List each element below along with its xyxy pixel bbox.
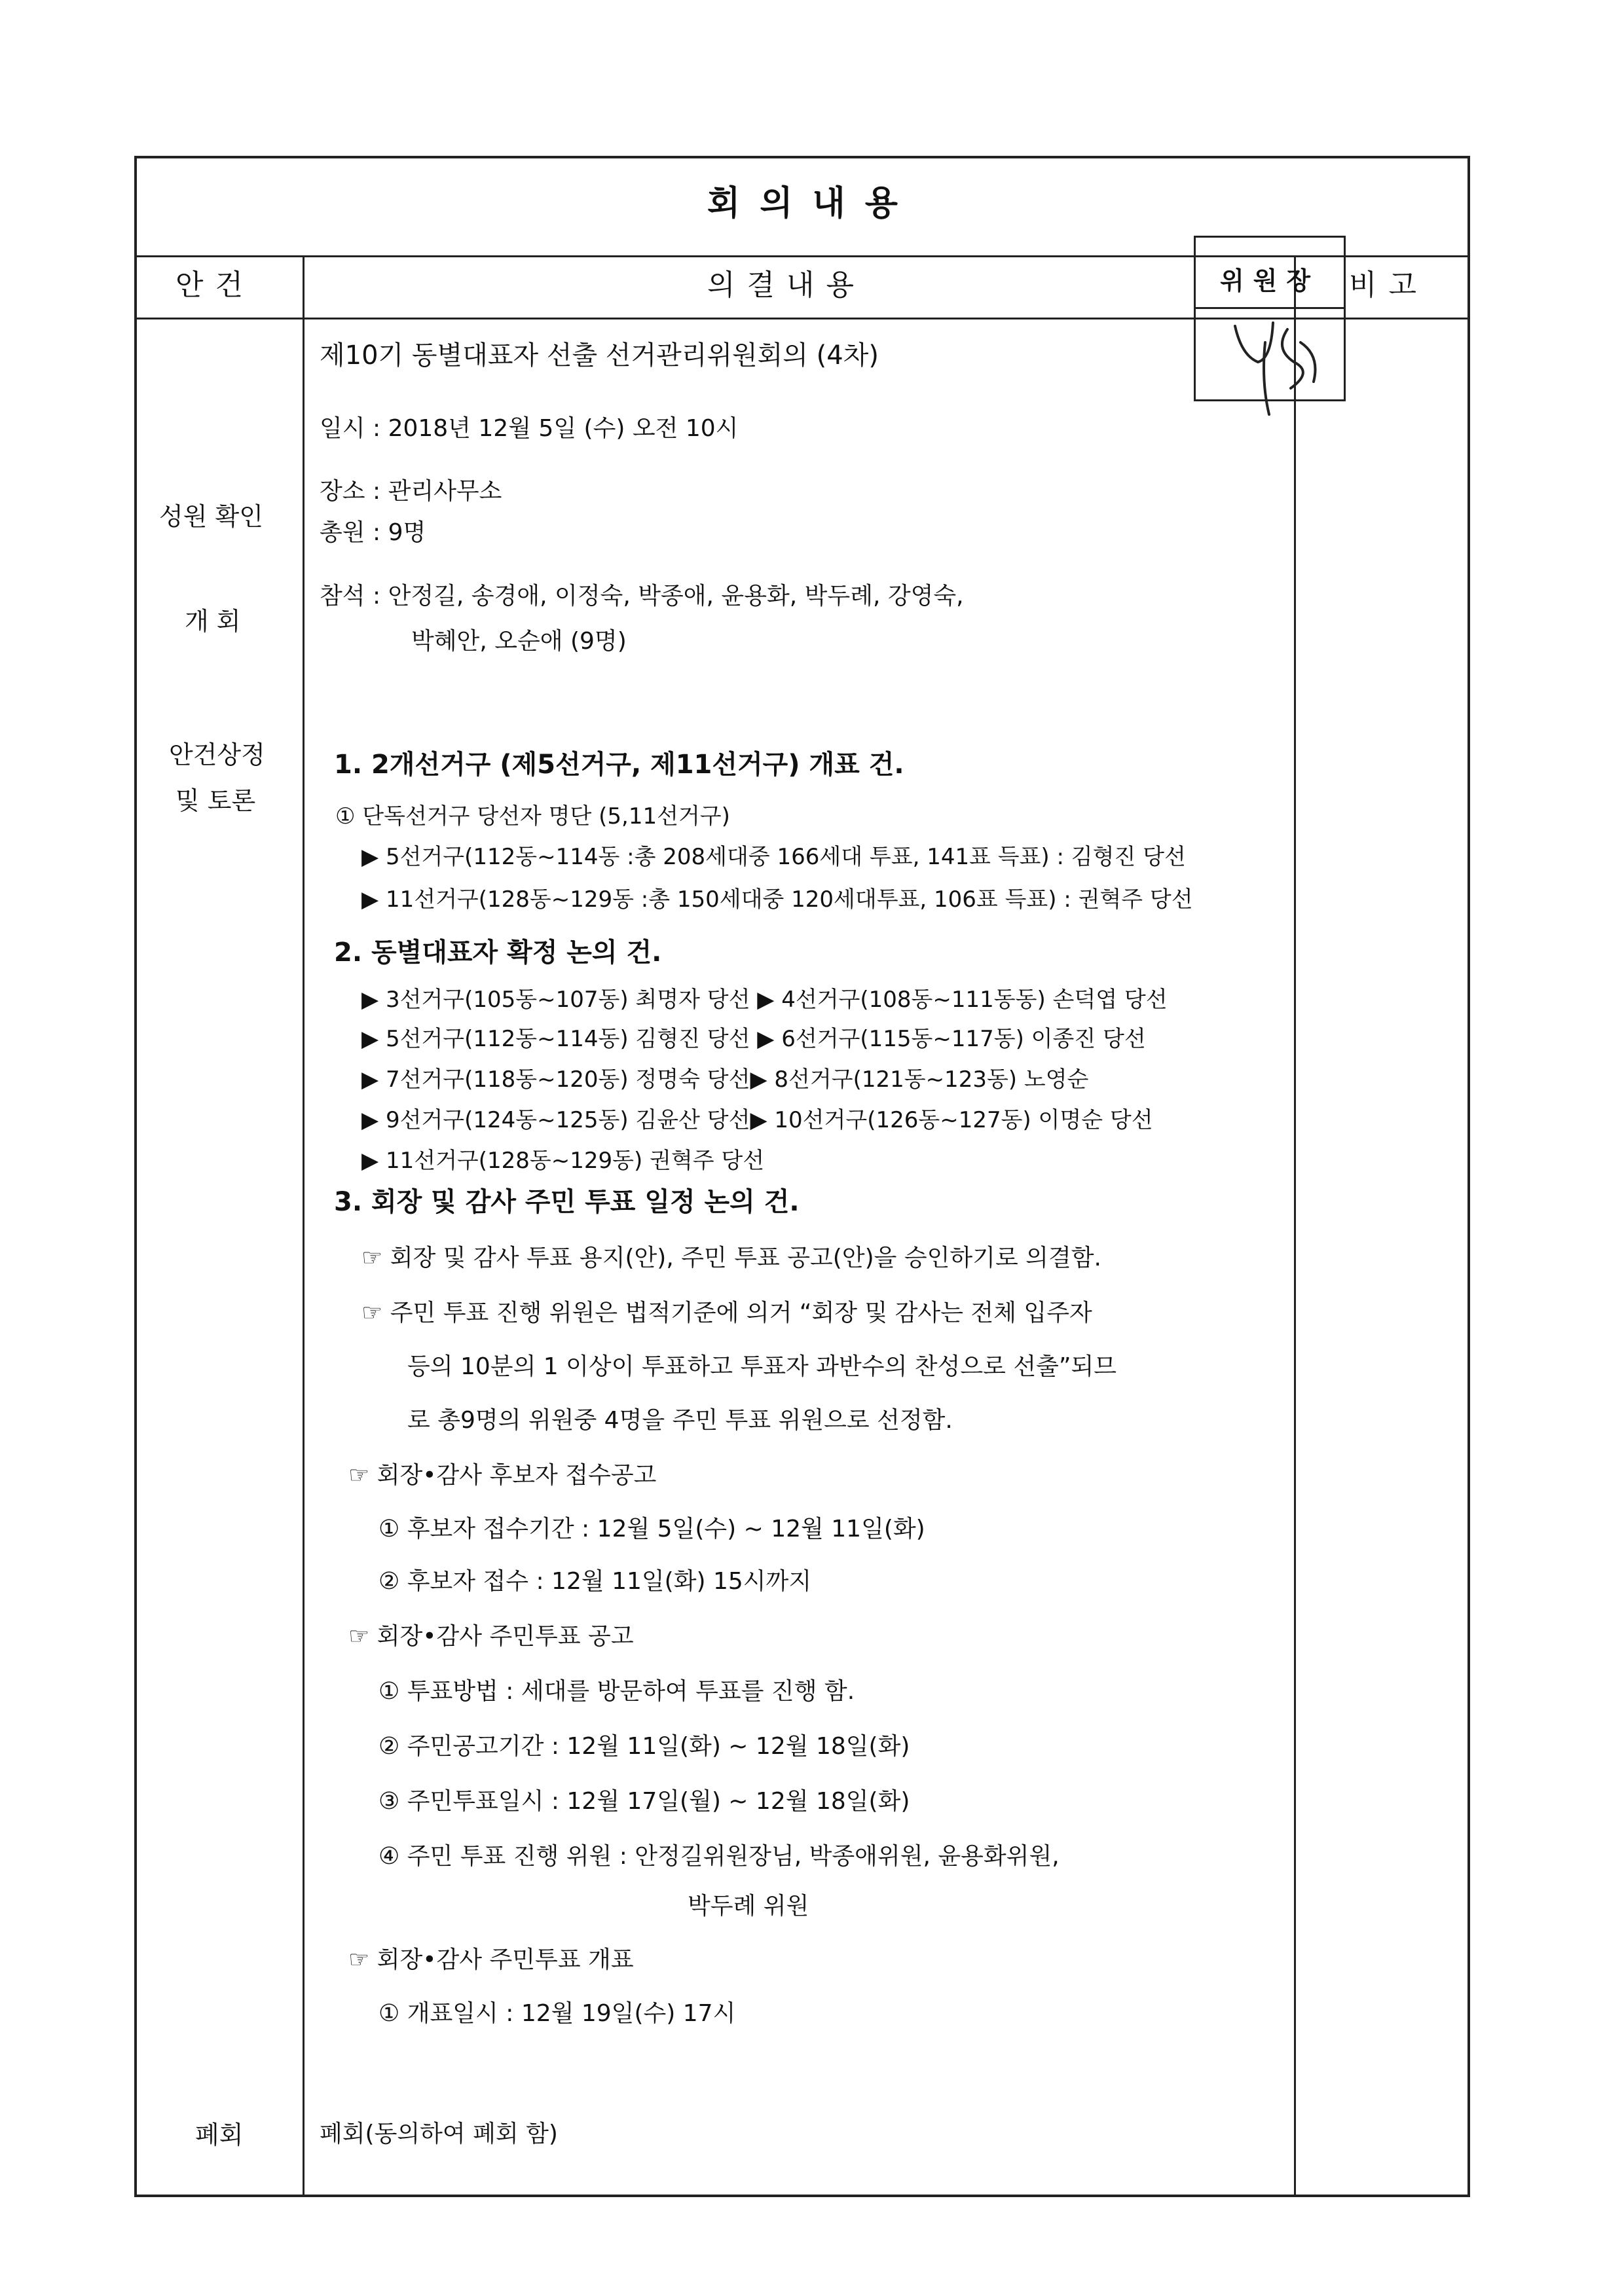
label-agenda-1: 안건상정 (169, 740, 265, 769)
item-2-row-3: ▶ 7선거구(118동~120동) 정명숙 당선▶ 8선거구(121동~123동) 노영순 (361, 1066, 1089, 1093)
item-1-title: 1. 2개선거구 (제5선거구, 제11선거구) 개표 건. (334, 750, 904, 780)
item-2-row-4: ▶ 9선거구(124동~125동) 김윤산 당선▶ 10선거구(126동~127동) 이명순 당선 (361, 1107, 1153, 1133)
item-2-row-2: ▶ 5선거구(112동~114동) 김형진 당선 ▶ 6선거구(115동~117동) 이종진 당선 (361, 1026, 1146, 1052)
item-2-row-1: ▶ 3선거구(105동~107동) 최명자 당선 ▶ 4선거구(108동~111동동) 손덕엽 당선 (361, 987, 1168, 1013)
item-3-para-2c: 로 총9명의 위원중 4명을 주민 투표 위원으로 선정함. (407, 1407, 953, 1434)
item-2-title: 2. 동별대표자 확정 논의 건. (334, 938, 662, 968)
page-title: 회의내용 (707, 184, 917, 223)
vote-schedule: ③ 주민투표일시 : 12월 17일(월) ~ 12월 18일(화) (378, 1788, 910, 1815)
label-opening: 개 회 (185, 607, 241, 636)
minutes-table (134, 156, 1470, 2197)
item-3-title: 3. 회장 및 감사 주민 투표 일정 논의 건. (334, 1187, 800, 1217)
label-quorum: 성원 확인 (159, 502, 263, 531)
item-3-para-1: ☞ 회장 및 감사 투표 용지(안), 주민 투표 공고(안)을 승인하기로 의결함. (361, 1245, 1101, 1271)
header-remarks: 비고 (1349, 268, 1429, 302)
chairman-label: 위원장 (1219, 266, 1320, 295)
stamp-divider (1196, 307, 1344, 309)
count-notice-title: ☞ 회장•감사 주민투표 개표 (348, 1946, 634, 1973)
vote-notice-title: ☞ 회장•감사 주민투표 공고 (348, 1623, 634, 1650)
header-agenda: 안건 (175, 268, 255, 302)
signature-icon (1222, 310, 1333, 428)
item-3-para-2a: ☞ 주민 투표 진행 위원은 법적기준에 의거 “회장 및 감사는 전체 입주자 (361, 1300, 1092, 1326)
attendees-line-1: 참석 : 안정길, 송경애, 이정숙, 박종애, 윤용화, 박두례, 강영숙, (320, 583, 964, 610)
col-divider-1 (303, 255, 304, 2195)
candidate-deadline: ② 후보자 접수 : 12월 11일(화) 15시까지 (378, 1568, 812, 1595)
item-1-sub: ① 단독선거구 당선자 명단 (5,11선거구) (335, 803, 730, 829)
attendees-line-2: 박혜안, 오순애 (9명) (411, 628, 627, 655)
label-agenda-2: 및 토론 (175, 786, 256, 815)
notice-period: ② 주민공고기간 : 12월 11일(화) ~ 12월 18일(화) (378, 1733, 910, 1760)
chairman-stamp-box (1194, 236, 1346, 401)
meeting-place: 장소 : 관리사무소 (320, 478, 502, 505)
item-1-result-1: ▶ 5선거구(112동~114동 :총 208세대중 166세대 투표, 141표 득표) : 김형진 당선 (361, 844, 1186, 870)
candidate-notice-title: ☞ 회장•감사 후보자 접수공고 (348, 1462, 657, 1489)
header-resolution: 의결내용 (707, 268, 866, 302)
item-2-row-5: ▶ 11선거구(128동~129동) 권혁주 당선 (361, 1148, 765, 1174)
vote-method: ① 투표방법 : 세대를 방문하여 투표를 진행 함. (378, 1678, 855, 1705)
meeting-heading: 제10기 동별대표자 선출 선거관리위원회의 (4차) (320, 340, 879, 371)
col-divider-2 (1294, 255, 1296, 2195)
label-closing: 폐회 (195, 2121, 244, 2149)
candidate-period: ① 후보자 접수기간 : 12월 5일(수) ~ 12월 11일(화) (378, 1516, 925, 1542)
item-1-result-2: ▶ 11선거구(128동~129동 :총 150세대중 120세대투표, 106표 득표) : 권혁주 당선 (361, 886, 1193, 913)
meeting-total: 총원 : 9명 (320, 519, 426, 546)
vote-committee: ④ 주민 투표 진행 위원 : 안정길위원장님, 박종애위원, 윤용화위원, (378, 1843, 1060, 1870)
meeting-datetime: 일시 : 2018년 12월 5일 (수) 오전 10시 (320, 415, 739, 442)
count-schedule: ① 개표일시 : 12월 19일(수) 17시 (378, 2000, 736, 2027)
closing-text: 폐회(동의하여 폐회 함) (320, 2121, 558, 2147)
vote-committee-cont: 박두례 위원 (688, 1893, 809, 1920)
item-3-para-2b: 등의 10분의 1 이상이 투표하고 투표자 과반수의 찬성으로 선출”되므 (407, 1353, 1117, 1380)
